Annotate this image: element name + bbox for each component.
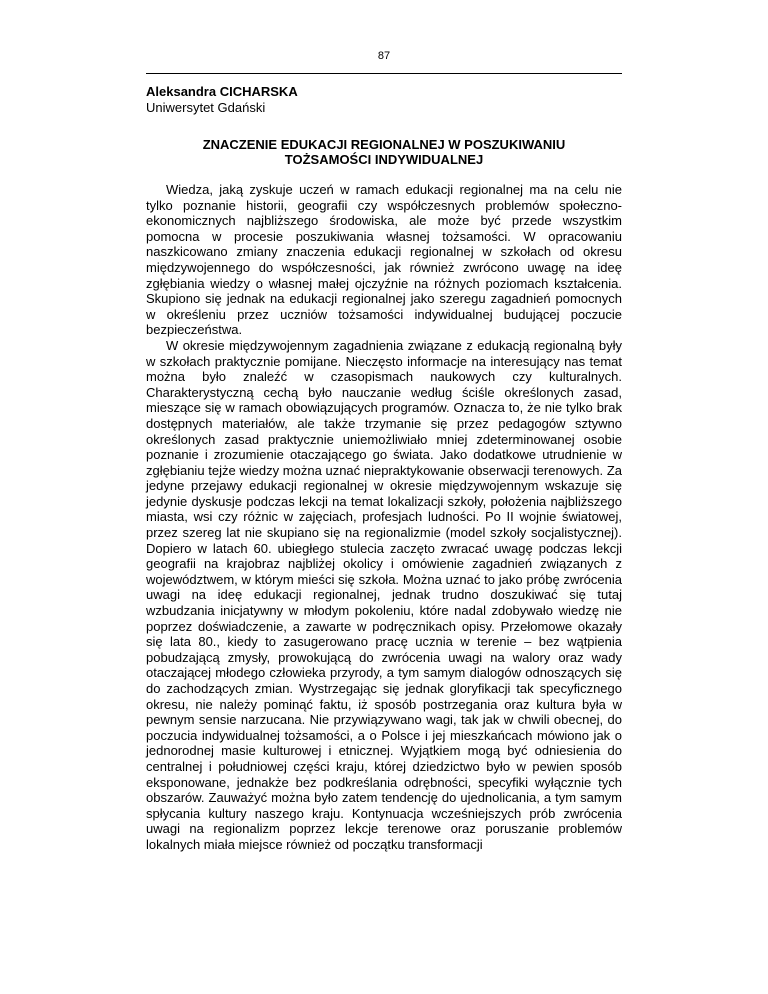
author-affiliation: Uniwersytet Gdański <box>146 100 266 115</box>
body-paragraph-1: Wiedza, jaką zyskuje uczeń w ramach edukacji regionalnej ma na celu nie tylko poznanie historii, geografii czy współczesnych problemów społeczno-ekonomicznych najbliższego środowiska, ale może być przede wszystkim pomocna w procesie poszukiwania własnej tożsamości. W opracowaniu naszkicowano zmiany znaczenia edukacji regionalnej w szkołach od okresu międzywojennego do współczesności, jak również zwrócono uwagę na ideę zgłębiania wiedzy o własnej małej ojczyźnie na różnych poziomach kształcenia. Skupiono się jednak na edukacji regionalnej jako szeregu zagadnień pomocnych w określeniu przez uczniów tożsamości indywidualnej budującej poczucie bezpieczeństwa. <box>146 182 622 338</box>
article-body <box>146 182 622 853</box>
article-title-line-2: TOŻSAMOŚCI INDYWIDUALNEJ <box>284 152 484 167</box>
body-paragraph-2: W okresie międzywojennym zagadnienia związane z edukacją regionalną były w szkołach praktycznie pomijane. Nieczęsto informacje na interesujący nas temat można było znaleźć w czasopismach naukowych czy kulturalnych. Charakterystyczną cechą było nauczanie według ściśle określonych zasad, mieszące się w ramach obowiązujących programów. Oznacza to, że nie tylko brak dostępnych materiałów, ale także trzymanie się przez pedagogów sztywno określonych zasad praktycznie uniemożliwiało mniej zdeterminowanej osobie poznanie i zrozumienie otaczającego go świata. Jako dodatkowe utrudnienie w zgłębianiu tejże wiedzy można uznać niepraktykowanie obserwacji terenowych. Za jedyne przejawy edukacji regionalnej w okresie międzywojennym wskazuje się jedynie dyskusje podczas lekcji na temat lokalizacji szkoły, położenia najbliższego miasta, wsi czy różnic w zajęciach, profesjach ludności. Po II wojnie światowej, przez szereg lat nie skupiano się na regionalizmie (model szkoły socjalistycznej). Dopiero w latach 60. ubiegłego stulecia zaczęto zwracać uwagę podczas lekcji geografii na krajobraz najbliżej okolicy i omówienie zagadnień związanych z województwem, w którym mieści się szkoła. Można uznać to jako próbę zwrócenia uwagi na ideę edukacji regionalnej, jednak trudno doszukiwać się tutaj wzbudzania inicjatywny w młodym pokoleniu, które nadal zdobywało wiedzę nie poprzez doświadczenie, a zawarte w podręcznikach opisy. Przełomowe okazały się lata 80., kiedy to zasugerowano pracę ucznia w terenie – bez wątpienia pobudzającą zmysły, prowokującą do zwrócenia uwagi na walory oraz wady otaczającej młodego człowieka przyrody, a tym samym dialogów odnoszących się do zachodzących zmian. Wystrzegając się jednak gloryfikacji tak specyficznego okresu, nie należy pominąć faktu, iż sposób postrzegania oraz kultura była w pewnym sensie narzucana. Nie przywiązywano wagi, tak jak w chwili obecnej, do poczucia indywidualnej tożsamości, a o Polsce i jej mieszkańcach mówiono jak o jednorodnej masie kulturowej i etnicznej. Wyjątkiem mogą być odniesienia do centralnej i południowej części kraju, której dziedzictwo było w pewien sposób eksponowane, jednakże bez podkreślania odrębności, specyfiki wyłącznie tych obszarów. Zauważyć można było zatem tendencję do ujednolicania, a tym samym spłycania kultury naszego kraju. Kontynuacja wcześniejszych prób zwrócenia uwagi na regionalizm poprzez lekcje terenowe oraz poruszanie problemów lokalnych miała miejsce również od początku transformacji <box>146 337 622 852</box>
article-title <box>146 137 622 167</box>
article-title-line-1: ZNACZENIE EDUKACJI REGIONALNEJ W POSZUKIWANIU <box>202 137 566 152</box>
author-name: Aleksandra CICHARSKA <box>146 84 298 99</box>
page-number: 87 <box>377 50 391 62</box>
header-rule <box>146 73 622 74</box>
